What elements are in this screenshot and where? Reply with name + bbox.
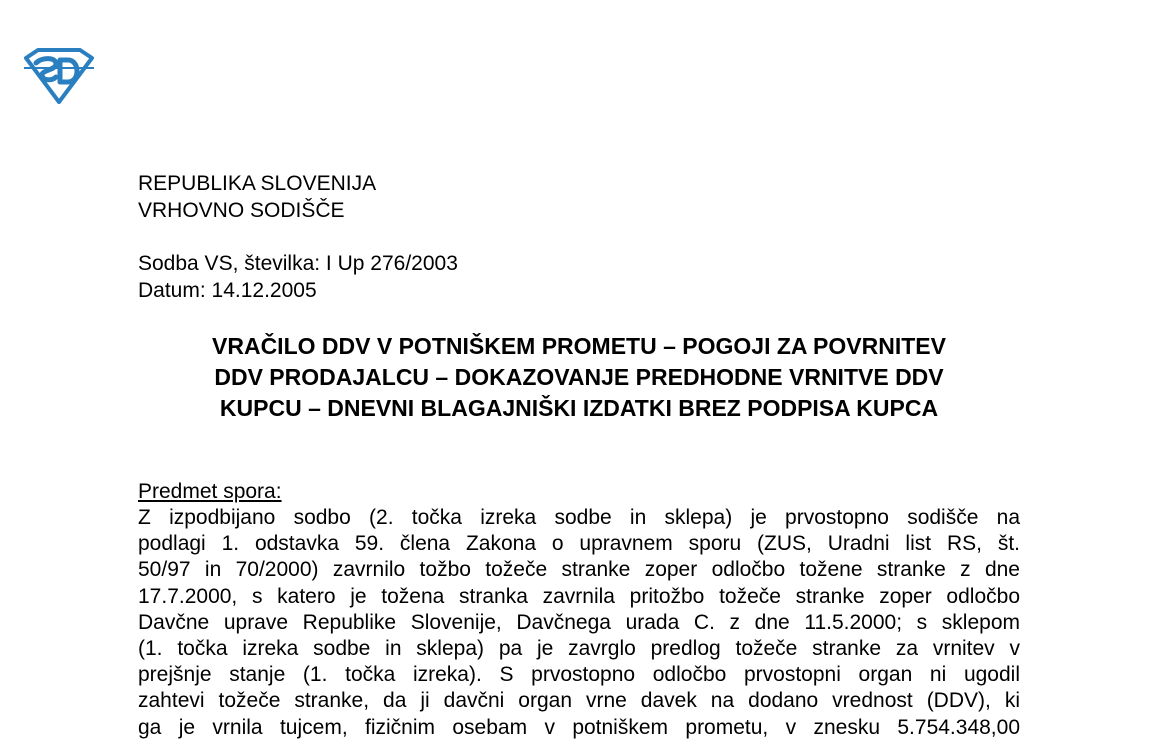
court-header bbox=[138, 170, 376, 224]
title-line-2: DDV PRODAJALCU – DOKAZOVANJE PREDHODNE VRNITVE DDV bbox=[214, 364, 944, 390]
body-line: zahtevi tožeče stranke, da ji davčni organ vrne davek na dodano vrednost (DDV), ki bbox=[138, 689, 1020, 713]
section-heading: Predmet spora: bbox=[138, 480, 282, 503]
case-number: Sodba VS, številka: I Up 276/2003 bbox=[138, 252, 458, 275]
sd-shield-logo-icon bbox=[22, 48, 96, 104]
body-line: ga je vrnila tujcem, fizičnim osebam v potniškem prometu, v znesku 5.754.348,00 bbox=[138, 715, 1020, 739]
body-line: 17.7.2000, s katero je tožena stranka zavrnila pritožbo tožeče stranke zoper odločbo bbox=[138, 584, 1020, 608]
header-republic: REPUBLIKA SLOVENIJA bbox=[138, 172, 377, 195]
title-line-1: VRAČILO DDV V POTNIŠKEM PROMETU – POGOJI ZA POVRNITEV bbox=[212, 333, 946, 359]
body-line: prejšnje stanje (1. točka izreka). S prvostopno odločbo prvostopni organ ni ugodil bbox=[138, 663, 1020, 687]
case-date: Datum: 14.12.2005 bbox=[138, 279, 317, 302]
section-body bbox=[138, 505, 1020, 741]
title-line-3: KUPCU – DNEVNI BLAGAJNIŠKI IZDATKI BREZ PODPISA KUPCA bbox=[219, 395, 939, 421]
body-line: Z izpodbijano sodbo (2. točka izreka sodbe in sklepa) je prvostopno sodišče na bbox=[138, 506, 1020, 529]
body-line: (1. točka izreka sodbe in sklepa) pa je zavrglo predlog tožeče stranke za vrnitev v bbox=[138, 637, 1020, 661]
body-line: Davčne uprave Republike Slovenije, Davčnega urada C. z dne 11.5.2000; s sklepom bbox=[138, 610, 1020, 634]
document-title bbox=[138, 331, 1020, 424]
body-line: podlagi 1. odstavka 59. člena Zakona o upravnem sporu (ZUS, Uradni list RS, št. bbox=[138, 532, 1020, 556]
header-court: VRHOVNO SODIŠČE bbox=[138, 199, 345, 222]
case-info bbox=[138, 250, 458, 304]
body-line: 50/97 in 70/2000) zavrnilo tožbo tožeče stranke zoper odločbo tožene stranke z dne bbox=[138, 558, 1020, 582]
